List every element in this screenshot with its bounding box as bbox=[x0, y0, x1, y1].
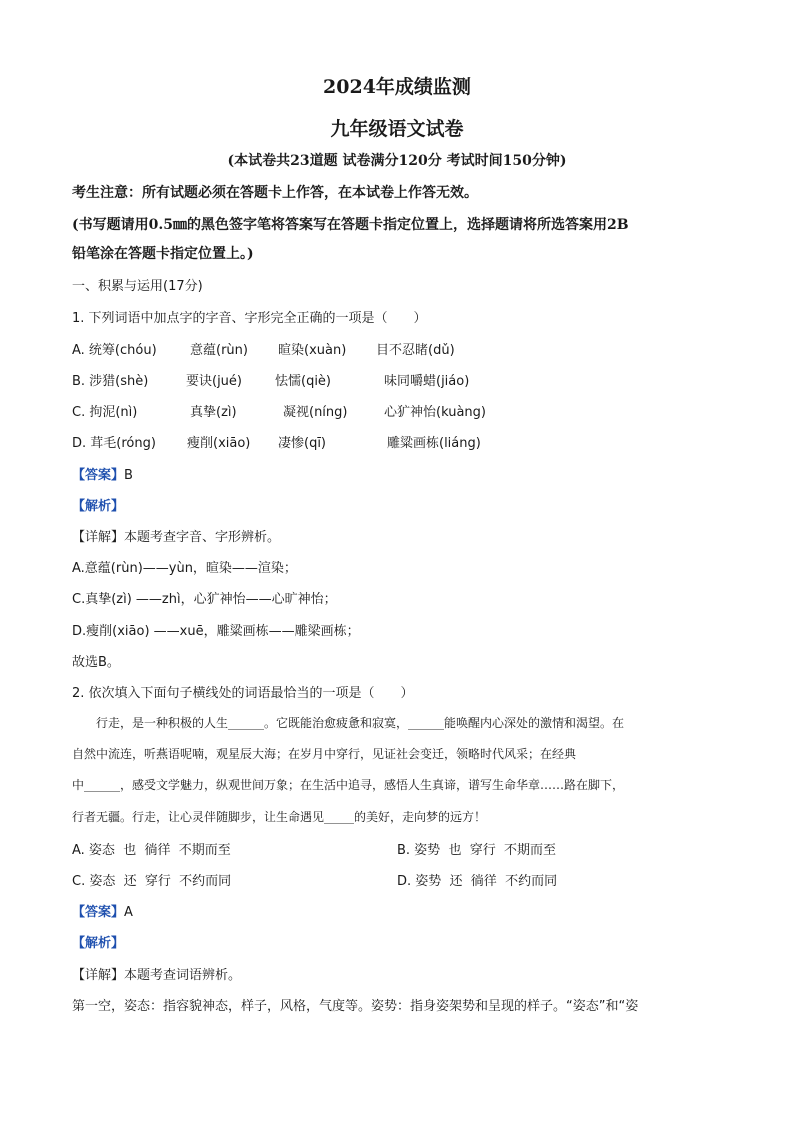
q2-passage-line-3: 中______，感受文学魅力，纵观世间万象；在生活中追寻，感悟人生真谛，谱写生命华章……路在脚下， bbox=[72, 778, 625, 792]
q1-d-1: D. 茸毛(róng) bbox=[72, 436, 156, 451]
q2-option-d: D. 姿势 还 徜徉 不约而同 bbox=[397, 874, 558, 889]
q1-a-3: 暄染(xuàn) bbox=[278, 343, 347, 358]
section-title: 一、积累与运用(17分) bbox=[72, 279, 203, 294]
answer-tag: 【答案】 bbox=[72, 905, 125, 920]
q1-c-3: 凝视(níng) bbox=[283, 405, 348, 420]
q1-d-3: 凄惨(qī) bbox=[278, 436, 327, 451]
detail-intro: 本题考查词语辨析。 bbox=[124, 968, 242, 983]
notice-line-1: 考生注意：所有试题必须在答题卡上作答，在本试卷上作答无效。 bbox=[72, 185, 478, 201]
answer-tag: 【答案】 bbox=[72, 468, 125, 483]
exam-title: 2024年成绩监测 bbox=[323, 76, 471, 98]
q2-passage-line-2: 自然中流连，听燕语呢喃，观星辰大海；在岁月中穿行，见证社会变迁，领略时代风采；在经典 bbox=[72, 747, 577, 761]
q1-c-4: 心犷神怡(kuàng) bbox=[384, 405, 486, 420]
notice-line-3: 铅笔涂在答题卡指定位置上。) bbox=[72, 246, 254, 262]
q1-detail-c: C.真挚(zì) ——zhì，心犷神怡——心旷神怡； bbox=[72, 592, 337, 607]
q1-conclusion: 故选B。 bbox=[72, 655, 120, 670]
exam-subtitle: 九年级语文试卷 bbox=[330, 118, 464, 140]
q2-option-c: C. 姿态 还 穿行 不约而同 bbox=[72, 874, 232, 889]
q1-b-1: B. 涉猎(shè) bbox=[72, 374, 149, 389]
exam-info: (本试卷共23道题 试卷满分120分 考试时间150分钟) bbox=[227, 153, 567, 169]
answer-value: B bbox=[124, 468, 133, 483]
q1-b-3: 怯懦(qiè) bbox=[275, 374, 332, 389]
q1-a-4: 目不忍睹(dǔ) bbox=[376, 343, 455, 358]
q2-passage-line-4: 行者无疆。行走，让心灵伴随脚步，让生命遇见_____的美好，走向梦的远方！ bbox=[72, 810, 487, 824]
q2-stem: 2. 依次填入下面句子横线处的词语最恰当的一项是（ ） bbox=[72, 686, 414, 701]
q1-answer bbox=[72, 464, 133, 483]
q1-detail-a: A.意蕴(rùn)——yùn，暄染——渲染； bbox=[72, 561, 297, 576]
q1-a-2: 意蕴(rùn) bbox=[190, 343, 248, 358]
q1-a-1: A. 统筹(chóu) bbox=[72, 343, 157, 358]
q1-b-2: 要诀(jué) bbox=[186, 374, 242, 389]
q1-d-4: 雕粱画栋(liáng) bbox=[387, 436, 481, 451]
analysis-tag: 【解析】 bbox=[72, 499, 125, 514]
q1-b-4: 味同嚼蜡(jiáo) bbox=[384, 374, 470, 389]
q2-passage-line-1: 行走，是一种积极的人生______。它既能治愈疲惫和寂寞，______能唤醒内心深处的激情和渴望。在 bbox=[72, 716, 625, 730]
q1-detail bbox=[72, 526, 280, 545]
q1-analysis bbox=[72, 495, 124, 514]
q1-c-2: 真挚(zì) bbox=[190, 405, 237, 420]
q1-detail-d: D.瘦削(xiāo) ——xuē，雕粱画栋——雕梁画栋； bbox=[72, 624, 360, 639]
detail-intro: 本题考查字音、字形辨析。 bbox=[124, 530, 281, 545]
q2-analysis bbox=[72, 932, 124, 951]
q2-detail-line: 第一空，姿态：指容貌神态，样子，风格，气度等。姿势：指身姿架势和呈现的样子。“姿态”和“姿 bbox=[72, 999, 639, 1014]
detail-tag: 【详解】 bbox=[72, 968, 125, 983]
q1-d-2: 瘦削(xiāo) bbox=[187, 436, 251, 451]
notice-line-2: (书写题请用0.5㎜的黑色签字笔将答案写在答题卡指定位置上，选择题请将所选答案用2B bbox=[72, 217, 629, 233]
q2-detail bbox=[72, 964, 241, 983]
q1-c-1: C. 拘泥(nì) bbox=[72, 405, 138, 420]
q2-answer bbox=[72, 901, 133, 920]
q1-stem: 1. 下列词语中加点字的字音、字形完全正确的一项是（ ） bbox=[72, 311, 427, 326]
q2-option-b: B. 姿势 也 穿行 不期而至 bbox=[397, 843, 556, 858]
analysis-tag: 【解析】 bbox=[72, 936, 125, 951]
q2-option-a: A. 姿态 也 徜徉 不期而至 bbox=[72, 843, 231, 858]
answer-value: A bbox=[124, 905, 133, 920]
detail-tag: 【详解】 bbox=[72, 530, 125, 545]
